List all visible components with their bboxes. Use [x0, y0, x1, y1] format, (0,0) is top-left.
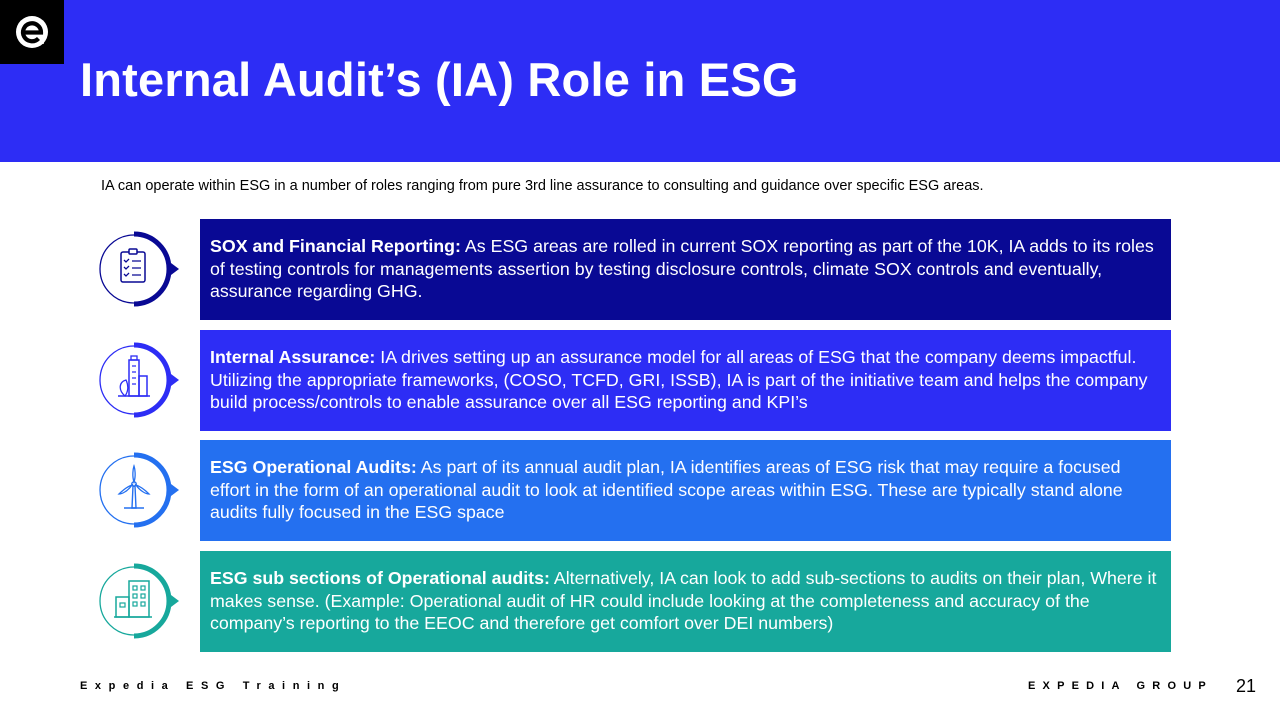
role-icon-badge	[96, 551, 192, 652]
intro-text: IA can operate within ESG in a number of roles ranging from pure 3rd line assurance to consulting and guidance over specific ESG areas.	[101, 178, 984, 194]
page-title: Internal Audit’s (IA) Role in ESG	[80, 53, 799, 106]
wind-turbine-icon	[96, 452, 186, 528]
office-building-icon	[96, 563, 186, 639]
clipboard-checklist-icon	[96, 231, 186, 307]
page-number: 21	[1236, 676, 1257, 696]
role-description: IA drives setting up an assurance model for all areas of ESG that the company deems impactful. Utilizing the appropriate frameworks, (COSO, TCFD, GRI, ISSB), IA is part of the initiative team and helps the company build process/controls to enable assurance over all ESG reporting and KPI’s	[210, 347, 1148, 412]
role-card	[200, 440, 1171, 541]
role-card	[200, 551, 1171, 652]
role-icon-badge	[96, 219, 192, 320]
header-banner	[0, 0, 1280, 162]
role-row-internal-assurance	[96, 330, 1172, 431]
role-heading: ESG Operational Audits:	[210, 457, 417, 477]
role-row-sub-sections	[96, 551, 1172, 652]
role-description: As ESG areas are rolled in current SOX reporting as part of the 10K, IA adds to its roles of testing controls for managements assertion by testing disclosure controls, climate SOX controls and eventually, assurance regarding GHG.	[210, 236, 1154, 301]
role-row-operational-audits	[96, 440, 1172, 541]
footer-training-label: Expedia ESG Training	[80, 680, 347, 692]
role-card	[200, 219, 1171, 320]
role-heading: ESG sub sections of Operational audits:	[210, 568, 550, 588]
green-building-icon	[96, 342, 186, 418]
expedia-e-icon	[14, 14, 50, 50]
footer-brand-label: EXPEDIA GROUP	[1028, 680, 1213, 692]
role-description: As part of its annual audit plan, IA identifies areas of ESG risk that may require a focused effort in the form of an operational audit to look at identified scope areas within ESG. These are typically stand alone audits fully focused in the ESG space	[210, 457, 1123, 522]
role-description: Alternatively, IA can look to add sub-sections to audits on their plan, Where it makes sense. (Example: Operational audit of HR could include looking at the completeness and accuracy of the company’s reporting to the EEOC and therefore get comfort over DEI numbers)	[210, 568, 1157, 633]
role-heading: SOX and Financial Reporting:	[210, 236, 461, 256]
role-icon-badge	[96, 330, 192, 431]
role-row-sox	[96, 219, 1172, 320]
role-card	[200, 330, 1171, 431]
role-heading: Internal Assurance:	[210, 347, 376, 367]
expedia-logo	[0, 0, 64, 64]
role-icon-badge	[96, 440, 192, 541]
